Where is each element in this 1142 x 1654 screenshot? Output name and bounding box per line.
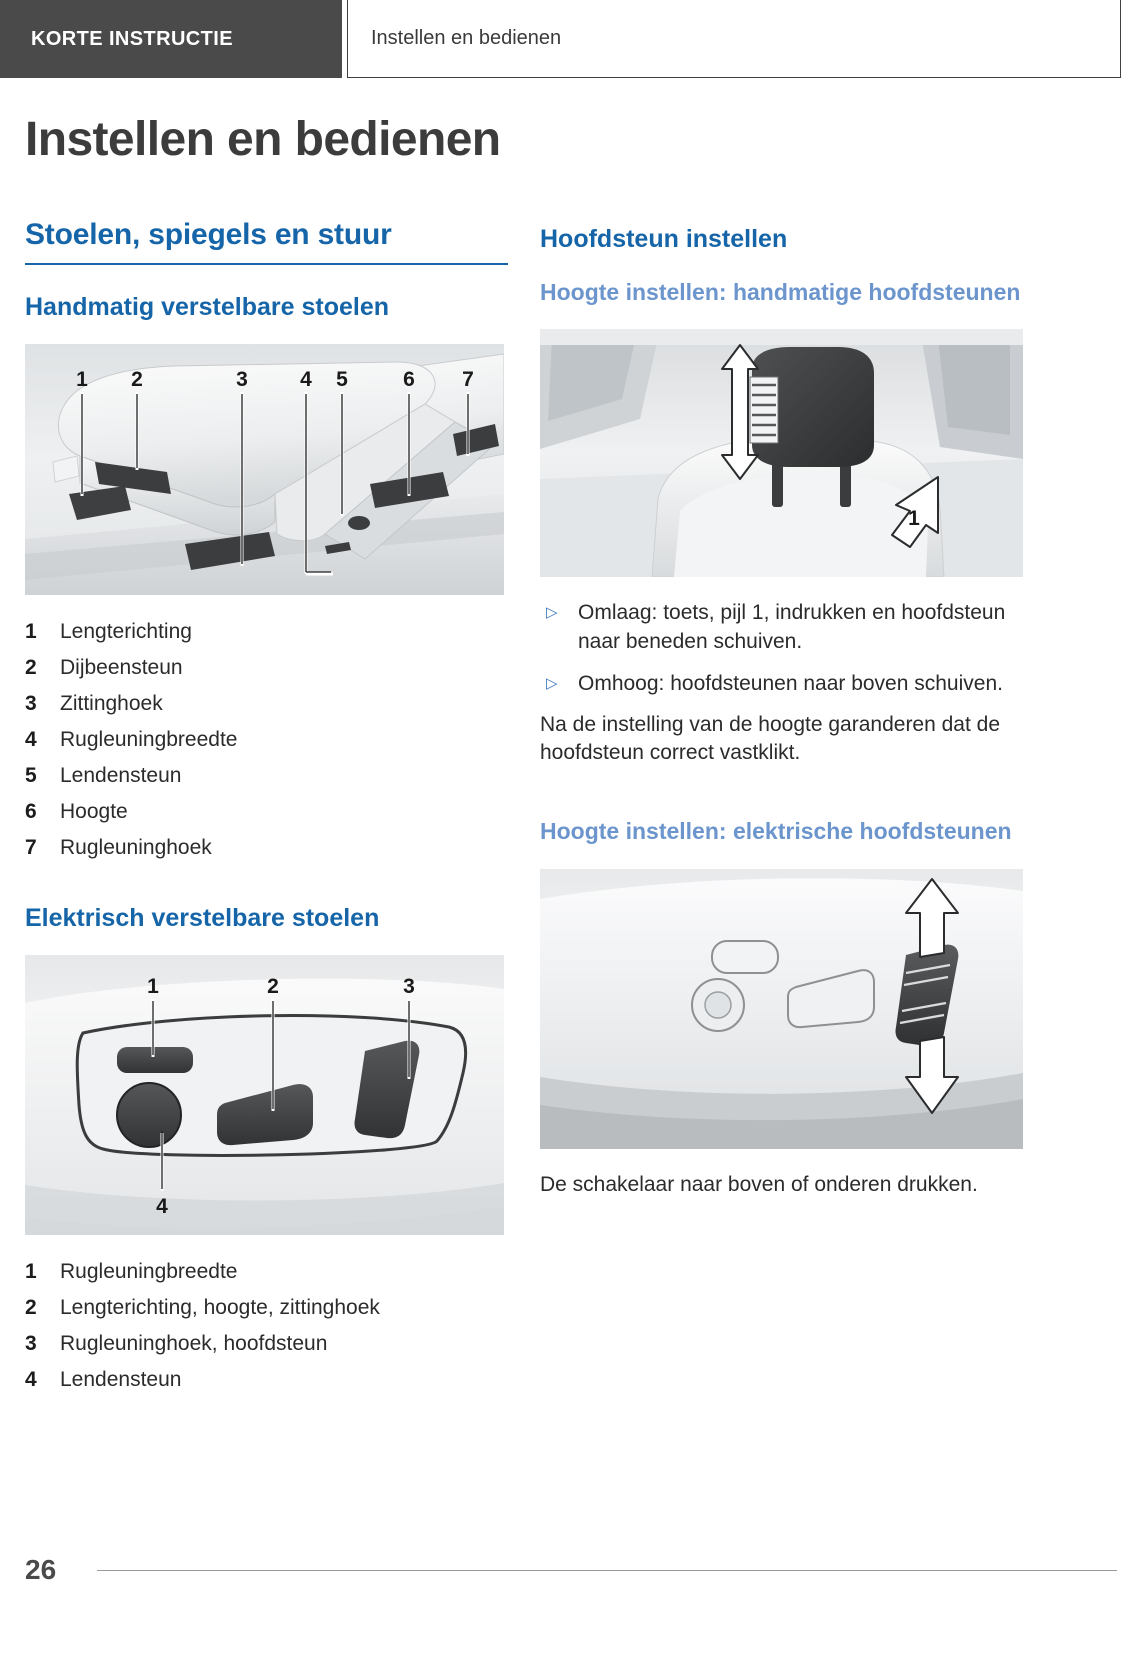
electric-headrest-illustration xyxy=(540,869,1023,1149)
figure-electric-seat xyxy=(25,955,504,1235)
list-item xyxy=(25,1290,508,1326)
electric-seat-illustration xyxy=(25,955,504,1235)
figure-manual-seat xyxy=(25,344,504,595)
header-tab-label: KORTE INSTRUCTIE xyxy=(31,27,233,50)
figure-electric-headrest xyxy=(540,869,1023,1149)
legend-number: 7 xyxy=(25,836,37,860)
legend-number: 1 xyxy=(25,620,37,644)
callout-4: 4 xyxy=(156,1194,168,1218)
legend-label: Rugleuninghoek xyxy=(60,836,212,860)
footer-divider xyxy=(97,1570,1117,1571)
list-item xyxy=(25,650,508,686)
page-title: Instellen en bedienen xyxy=(25,113,501,166)
breadcrumb xyxy=(347,0,1121,78)
legend-label: Dijbeensteun xyxy=(60,656,183,680)
sub-heading-electric-headrest: Hoogte instellen: elektrische hoofdsteunen xyxy=(540,818,1012,845)
legend-number: 1 xyxy=(25,1260,37,1284)
legend-label: Lengterichting, hoogte, zittinghoek xyxy=(60,1296,380,1320)
callout-1: 1 xyxy=(76,367,88,391)
caption-electric-headrest: De schakelaar naar boven of onderen drukken. xyxy=(540,1172,978,1196)
legend-label: Lengterichting xyxy=(60,620,192,644)
legend-manual-seat xyxy=(25,614,508,866)
section-heading-seats: Stoelen, spiegels en stuur xyxy=(25,218,508,265)
sub-heading-electric-seats: Elektrisch verstelbare stoelen xyxy=(25,903,380,932)
left-column xyxy=(25,218,508,1398)
callout-1: 1 xyxy=(147,974,159,998)
sub-heading-manual-seats: Handmatig verstelbare stoelen xyxy=(25,292,390,321)
right-column xyxy=(540,218,1023,1199)
legend-label: Lendensteun xyxy=(60,764,182,788)
list-item xyxy=(25,686,508,722)
list-item xyxy=(540,670,1023,699)
legend-number: 4 xyxy=(25,728,37,752)
section-heading-headrest: Hoofdsteun instellen xyxy=(540,225,788,253)
legend-electric-seat xyxy=(25,1254,508,1398)
callout-3: 3 xyxy=(236,367,248,391)
header-tab-korte-instructie xyxy=(0,0,342,78)
page-number: 26 xyxy=(25,1554,57,1585)
legend-number: 3 xyxy=(25,692,37,716)
page-header xyxy=(0,0,1142,78)
legend-label: Lendensteun xyxy=(60,1368,182,1392)
list-item xyxy=(25,1254,508,1290)
list-item xyxy=(25,614,508,650)
legend-label: Rugleuninghoek, hoofdsteun xyxy=(60,1332,328,1356)
callout-4: 4 xyxy=(300,367,312,391)
bullet-text: Omlaag: toets, pijl 1, indrukken en hoofdsteun naar beneden schuiven. xyxy=(578,601,1006,653)
callout-7: 7 xyxy=(462,367,474,391)
callout-2: 2 xyxy=(267,974,279,998)
bullet-text: Omhoog: hoofdsteunen naar boven schuiven. xyxy=(578,672,1003,696)
list-item xyxy=(25,830,508,866)
manual-seat-illustration xyxy=(25,344,504,595)
sub-heading-manual-headrest: Hoogte instellen: handmatige hoofdsteunen xyxy=(540,279,1021,305)
legend-label: Hoogte xyxy=(60,800,128,824)
paragraph-headrest-latch: Na de instelling van de hoogte garanderen dat de hoofdsteun correct vastklikt. xyxy=(540,712,1001,764)
triangle-bullet-icon: ▷ xyxy=(546,604,558,622)
bullet-list-headrest-height xyxy=(540,599,1023,698)
legend-number: 2 xyxy=(25,1296,37,1320)
triangle-bullet-icon: ▷ xyxy=(546,675,558,693)
callout-3: 3 xyxy=(403,974,415,998)
breadcrumb-label: Instellen en bedienen xyxy=(371,27,562,49)
figure-manual-headrest xyxy=(540,329,1023,577)
legend-number: 5 xyxy=(25,764,37,788)
legend-number: 6 xyxy=(25,800,37,824)
list-item xyxy=(25,794,508,830)
legend-label: Rugleuningbreedte xyxy=(60,728,238,752)
list-item xyxy=(25,758,508,794)
callout-6: 6 xyxy=(403,367,415,391)
list-item xyxy=(25,1326,508,1362)
list-item xyxy=(25,722,508,758)
legend-label: Zittinghoek xyxy=(60,692,163,716)
callout-1: 1 xyxy=(908,507,920,531)
manual-headrest-illustration xyxy=(540,329,1023,577)
callout-5: 5 xyxy=(336,367,348,391)
page-footer xyxy=(25,1554,1117,1586)
list-item xyxy=(540,599,1023,656)
legend-number: 4 xyxy=(25,1368,37,1392)
legend-number: 3 xyxy=(25,1332,37,1356)
legend-label: Rugleuningbreedte xyxy=(60,1260,238,1284)
legend-number: 2 xyxy=(25,656,37,680)
list-item xyxy=(25,1362,508,1398)
callout-2: 2 xyxy=(131,367,143,391)
